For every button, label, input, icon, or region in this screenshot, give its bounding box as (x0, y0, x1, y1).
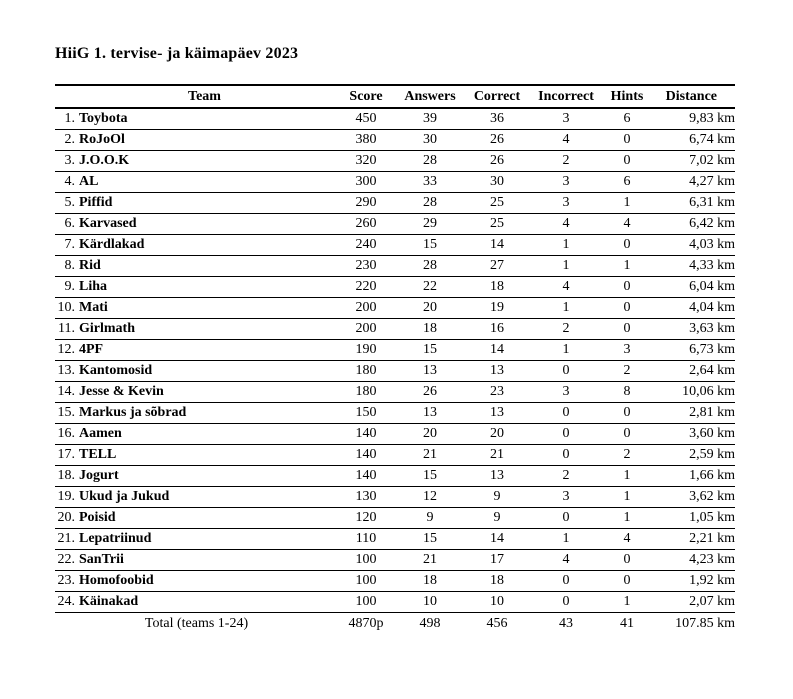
team-distance: 10,06 km (650, 382, 735, 403)
team-correct: 14 (466, 235, 528, 256)
column-header-hints: Hints (604, 85, 650, 108)
team-answers: 20 (394, 298, 466, 319)
team-rank: 11. (55, 319, 75, 340)
team-incorrect: 0 (528, 508, 604, 529)
total-correct: 456 (486, 615, 508, 631)
team-score: 100 (338, 550, 394, 571)
team-name: SanTrii (75, 550, 338, 571)
team-answers: 12 (394, 487, 466, 508)
team-correct: 10 (466, 592, 528, 613)
team-rank: 22. (55, 550, 75, 571)
team-score: 120 (338, 508, 394, 529)
team-hints: 4 (604, 529, 650, 550)
team-answers: 13 (394, 403, 466, 424)
team-name: Markus ja sõbrad (75, 403, 338, 424)
team-correct: 14 (466, 340, 528, 361)
team-correct: 17 (466, 550, 528, 571)
team-score: 140 (338, 445, 394, 466)
team-name: Lepatriinud (75, 529, 338, 550)
team-hints: 0 (604, 298, 650, 319)
team-answers: 15 (394, 235, 466, 256)
team-score: 100 (338, 571, 394, 592)
team-distance: 9,83 km (650, 108, 735, 130)
team-hints: 2 (604, 445, 650, 466)
team-answers: 39 (394, 108, 466, 130)
team-distance: 1,66 km (650, 466, 735, 487)
team-rank: 13. (55, 361, 75, 382)
team-incorrect: 2 (528, 151, 604, 172)
team-hints: 1 (604, 508, 650, 529)
team-name: Kantomosid (75, 361, 338, 382)
column-header-team: Team (55, 85, 338, 108)
team-rank: 14. (55, 382, 75, 403)
team-incorrect: 0 (528, 592, 604, 613)
team-hints: 1 (604, 487, 650, 508)
team-score: 300 (338, 172, 394, 193)
team-answers: 21 (394, 550, 466, 571)
team-row (55, 424, 735, 445)
team-hints: 2 (604, 361, 650, 382)
team-rank: 8. (55, 256, 75, 277)
team-score: 190 (338, 340, 394, 361)
total-answers: 498 (419, 615, 441, 631)
team-row (55, 592, 735, 613)
team-incorrect: 1 (528, 235, 604, 256)
team-correct: 26 (466, 151, 528, 172)
total-row (55, 613, 735, 635)
header-row (55, 85, 735, 108)
team-distance: 6,42 km (650, 214, 735, 235)
team-score: 150 (338, 403, 394, 424)
team-distance: 4,27 km (650, 172, 735, 193)
team-incorrect: 4 (528, 130, 604, 151)
team-incorrect: 0 (528, 424, 604, 445)
team-score: 140 (338, 424, 394, 445)
team-distance: 6,31 km (650, 193, 735, 214)
team-hints: 0 (604, 319, 650, 340)
team-distance: 7,02 km (650, 151, 735, 172)
team-incorrect: 3 (528, 382, 604, 403)
team-distance: 2,21 km (650, 529, 735, 550)
team-name: TELL (75, 445, 338, 466)
team-name: Girlmath (75, 319, 338, 340)
team-correct: 26 (466, 130, 528, 151)
team-incorrect: 1 (528, 529, 604, 550)
team-row (55, 235, 735, 256)
team-answers: 33 (394, 172, 466, 193)
team-hints: 0 (604, 130, 650, 151)
team-distance: 3,62 km (650, 487, 735, 508)
team-row (55, 214, 735, 235)
team-incorrect: 4 (528, 214, 604, 235)
team-correct: 25 (466, 193, 528, 214)
team-incorrect: 1 (528, 340, 604, 361)
team-row (55, 193, 735, 214)
team-correct: 13 (466, 403, 528, 424)
total-hints: 41 (620, 615, 634, 631)
team-incorrect: 0 (528, 403, 604, 424)
team-rank: 3. (55, 151, 75, 172)
team-rank: 16. (55, 424, 75, 445)
team-incorrect: 3 (528, 193, 604, 214)
team-name: Ukud ja Jukud (75, 487, 338, 508)
team-answers: 18 (394, 571, 466, 592)
team-name: Kärdlakad (75, 235, 338, 256)
team-name: AL (75, 172, 338, 193)
team-row (55, 508, 735, 529)
team-hints: 0 (604, 151, 650, 172)
team-distance: 4,23 km (650, 550, 735, 571)
team-answers: 30 (394, 130, 466, 151)
team-answers: 28 (394, 151, 466, 172)
team-rank: 4. (55, 172, 75, 193)
team-name: Jesse & Kevin (75, 382, 338, 403)
team-correct: 27 (466, 256, 528, 277)
team-name: Jogurt (75, 466, 338, 487)
team-incorrect: 0 (528, 445, 604, 466)
team-answers: 26 (394, 382, 466, 403)
team-name: RoJoOl (75, 130, 338, 151)
team-rank: 1. (55, 108, 75, 130)
team-rank: 2. (55, 130, 75, 151)
team-name: J.O.O.K (75, 151, 338, 172)
team-distance: 1,05 km (650, 508, 735, 529)
team-row (55, 319, 735, 340)
team-correct: 9 (466, 487, 528, 508)
column-header-incorrect: Incorrect (528, 85, 604, 108)
team-name: Käinakad (75, 592, 338, 613)
team-distance: 2,64 km (650, 361, 735, 382)
team-row (55, 466, 735, 487)
team-row (55, 571, 735, 592)
team-score: 290 (338, 193, 394, 214)
team-hints: 1 (604, 466, 650, 487)
team-name: 4PF (75, 340, 338, 361)
team-hints: 6 (604, 108, 650, 130)
team-rank: 23. (55, 571, 75, 592)
team-name: Piffid (75, 193, 338, 214)
team-correct: 9 (466, 508, 528, 529)
team-incorrect: 2 (528, 319, 604, 340)
team-incorrect: 4 (528, 550, 604, 571)
team-correct: 18 (466, 277, 528, 298)
team-score: 320 (338, 151, 394, 172)
team-incorrect: 1 (528, 256, 604, 277)
team-name: Homofoobid (75, 571, 338, 592)
team-distance: 4,33 km (650, 256, 735, 277)
team-score: 260 (338, 214, 394, 235)
total-incorrect: 43 (559, 615, 573, 631)
team-answers: 13 (394, 361, 466, 382)
team-rank: 10. (55, 298, 75, 319)
team-row (55, 172, 735, 193)
team-name: Aamen (75, 424, 338, 445)
team-distance: 2,07 km (650, 592, 735, 613)
team-name: Toybota (75, 108, 338, 130)
team-row (55, 298, 735, 319)
team-rank: 15. (55, 403, 75, 424)
team-score: 100 (338, 592, 394, 613)
team-name: Mati (75, 298, 338, 319)
team-incorrect: 2 (528, 466, 604, 487)
page-title: HiiG 1. tervise- ja käimapäev 2023 (55, 45, 299, 62)
column-header-correct: Correct (466, 85, 528, 108)
total-score: 4870p (348, 615, 384, 631)
team-correct: 16 (466, 319, 528, 340)
team-score: 180 (338, 382, 394, 403)
team-row (55, 487, 735, 508)
team-row (55, 108, 735, 130)
team-hints: 8 (604, 382, 650, 403)
team-row (55, 340, 735, 361)
column-header-answers: Answers (394, 85, 466, 108)
team-correct: 25 (466, 214, 528, 235)
team-incorrect: 3 (528, 108, 604, 130)
team-hints: 3 (604, 340, 650, 361)
team-correct: 13 (466, 466, 528, 487)
team-answers: 15 (394, 340, 466, 361)
team-rank: 20. (55, 508, 75, 529)
team-correct: 18 (466, 571, 528, 592)
team-answers: 21 (394, 445, 466, 466)
team-rank: 6. (55, 214, 75, 235)
team-score: 140 (338, 466, 394, 487)
team-row (55, 361, 735, 382)
team-distance: 6,04 km (650, 277, 735, 298)
total-label: Total (teams 1-24) (144, 615, 249, 631)
team-score: 180 (338, 361, 394, 382)
team-score: 240 (338, 235, 394, 256)
team-score: 450 (338, 108, 394, 130)
team-score: 200 (338, 319, 394, 340)
column-header-distance: Distance (650, 85, 735, 108)
team-distance: 6,73 km (650, 340, 735, 361)
team-rank: 21. (55, 529, 75, 550)
team-row (55, 130, 735, 151)
team-correct: 14 (466, 529, 528, 550)
team-name: Liha (75, 277, 338, 298)
team-name: Poisid (75, 508, 338, 529)
team-answers: 9 (394, 508, 466, 529)
total-distance: 107.85 km (675, 615, 735, 631)
team-hints: 0 (604, 550, 650, 571)
team-distance: 1,92 km (650, 571, 735, 592)
results-table-body (55, 108, 735, 613)
team-rank: 9. (55, 277, 75, 298)
team-answers: 10 (394, 592, 466, 613)
results-table (55, 84, 735, 634)
team-correct: 21 (466, 445, 528, 466)
team-rank: 18. (55, 466, 75, 487)
team-distance: 6,74 km (650, 130, 735, 151)
team-hints: 0 (604, 424, 650, 445)
team-name: Rid (75, 256, 338, 277)
team-hints: 6 (604, 172, 650, 193)
team-distance: 4,03 km (650, 235, 735, 256)
team-incorrect: 1 (528, 298, 604, 319)
team-distance: 3,60 km (650, 424, 735, 445)
team-row (55, 151, 735, 172)
team-row (55, 382, 735, 403)
team-rank: 12. (55, 340, 75, 361)
team-rank: 24. (55, 592, 75, 613)
team-row (55, 529, 735, 550)
team-answers: 20 (394, 424, 466, 445)
column-header-score: Score (338, 85, 394, 108)
team-answers: 28 (394, 193, 466, 214)
team-row (55, 445, 735, 466)
team-incorrect: 4 (528, 277, 604, 298)
team-answers: 22 (394, 277, 466, 298)
team-rank: 19. (55, 487, 75, 508)
team-correct: 30 (466, 172, 528, 193)
team-score: 380 (338, 130, 394, 151)
team-distance: 2,59 km (650, 445, 735, 466)
team-score: 220 (338, 277, 394, 298)
team-correct: 19 (466, 298, 528, 319)
team-distance: 3,63 km (650, 319, 735, 340)
team-score: 230 (338, 256, 394, 277)
team-hints: 0 (604, 235, 650, 256)
team-score: 130 (338, 487, 394, 508)
team-hints: 1 (604, 592, 650, 613)
team-answers: 18 (394, 319, 466, 340)
team-score: 200 (338, 298, 394, 319)
team-correct: 20 (466, 424, 528, 445)
team-incorrect: 3 (528, 487, 604, 508)
team-rank: 7. (55, 235, 75, 256)
team-row (55, 403, 735, 424)
team-hints: 0 (604, 571, 650, 592)
team-answers: 15 (394, 529, 466, 550)
team-name: Karvased (75, 214, 338, 235)
team-correct: 23 (466, 382, 528, 403)
team-distance: 4,04 km (650, 298, 735, 319)
team-hints: 0 (604, 403, 650, 424)
team-score: 110 (338, 529, 394, 550)
team-row (55, 277, 735, 298)
team-incorrect: 0 (528, 361, 604, 382)
team-distance: 2,81 km (650, 403, 735, 424)
team-hints: 1 (604, 256, 650, 277)
team-correct: 36 (466, 108, 528, 130)
team-answers: 29 (394, 214, 466, 235)
team-incorrect: 0 (528, 571, 604, 592)
team-rank: 5. (55, 193, 75, 214)
team-incorrect: 3 (528, 172, 604, 193)
team-hints: 4 (604, 214, 650, 235)
team-hints: 0 (604, 277, 650, 298)
team-rank: 17. (55, 445, 75, 466)
team-row (55, 550, 735, 571)
team-row (55, 256, 735, 277)
team-answers: 15 (394, 466, 466, 487)
team-answers: 28 (394, 256, 466, 277)
team-correct: 13 (466, 361, 528, 382)
team-hints: 1 (604, 193, 650, 214)
